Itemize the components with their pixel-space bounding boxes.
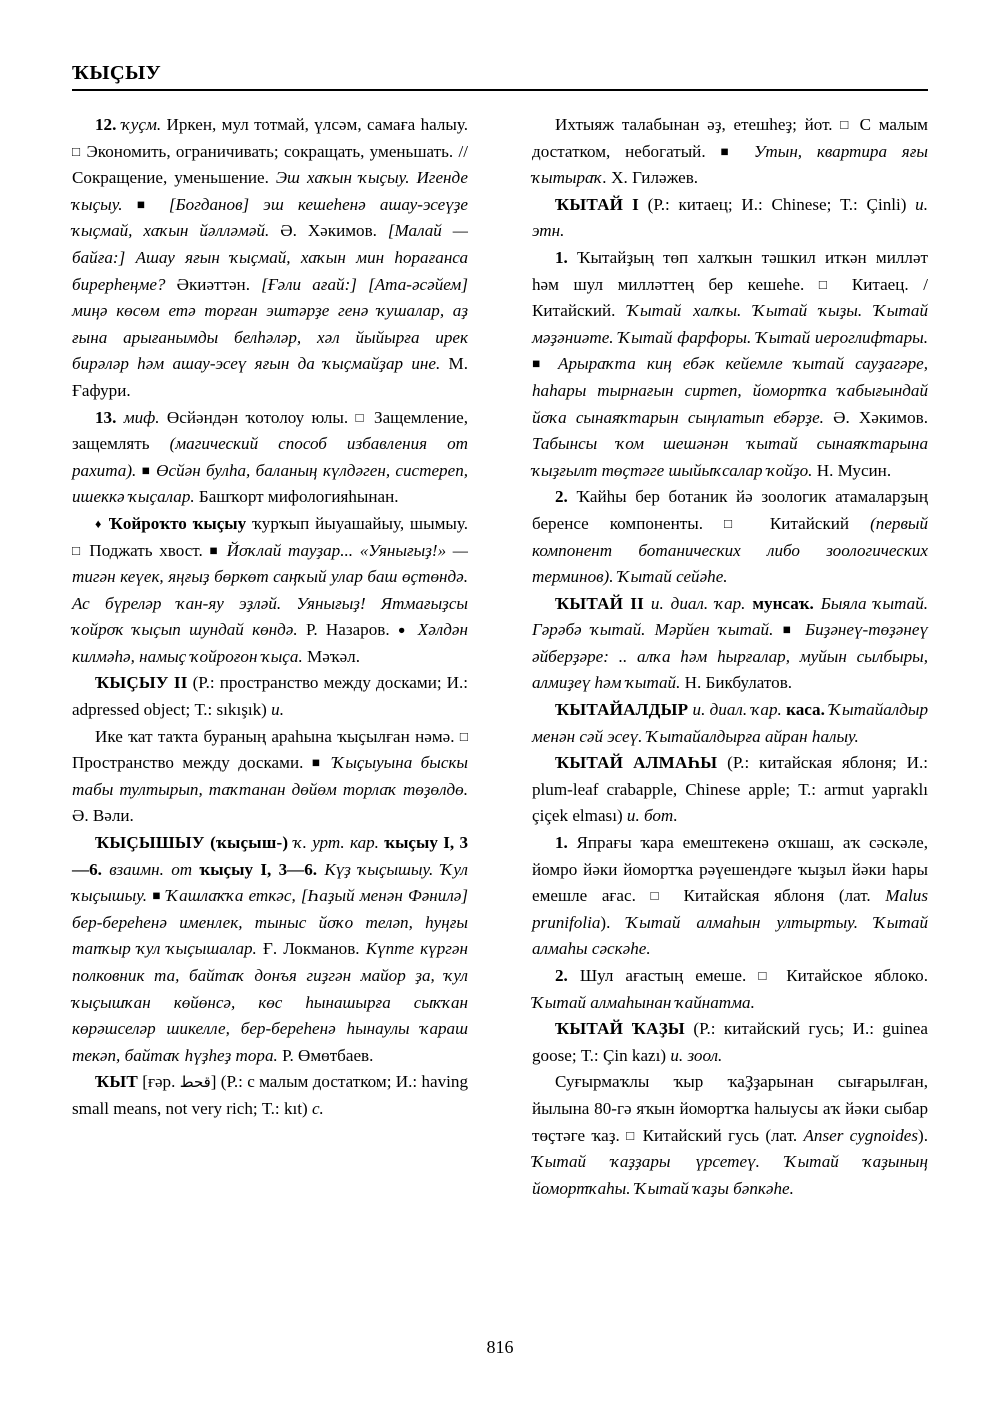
text-columns [72, 112, 928, 1302]
entry-kytayaldyr: ҠЫТАЙАЛДЫР и. диал. ҡар. каса. Ҡытайалдыр менән сәй эсеү. Ҡытайалдырға айран һалыу. [532, 700, 929, 746]
header-divider-rule [72, 89, 928, 91]
sense-block-12: 12. ҡуҫм. Иркен, мул тотмай, үлсәм, самаға һалыу. □ Экономить, ограничивать; сокращать, уменьшать. // Сокращение, уменьшение. Эш хаҡын ҡыҫыу. Игенде ҡыҫыу. ■ [Богданов] эш кешеһенә ашау-эсеүҙе ҡыҫмай, хаҡын йәлләмәй. Ә. Хәкимов. [Малай — байға:] Ашау яғын ҡыҫмай, хаҡын мин һорағанса бирерһеңме? Әкиәттән. [Ғәли ағай:] [Ата-әсәйем] миңә көсөм етә торған эштәрҙе генә ҡушалар, аҙ ғына арығанымды белһәләр, хәл йыйырға ирек бирәләр һәм ашау-эсеү яғын да ҡыҫмайҙар ине. М. Ғафури. [72, 115, 469, 400]
entry-kysyu-2-headline: ҠЫҪЫУ II (Р.: пространство между досками; И.: adpressed object; Т.: sıkışık) и. [72, 673, 468, 720]
entry-kytay-almahy-headline: ҠЫТАЙ АЛМАҺЫ (Р.: китайская яблоня; И.: plum-leaf crabapple, Chinese apple; Т.: armut yapraklı çiçek elması) и. бот. [532, 753, 929, 826]
running-head [72, 62, 928, 91]
idiom-block-koyrokto-kysyu: ♦ Ҡойроҡто ҡыҫыу ҡурҡып йыуашайыу, шымыу. □ Поджать хвост. ■ Йоҡлай тауҙар... «Уянығыҙ!» — тигән кеүек, яңғыҙ бөркөт саңҡый улар баш өҫтөндә. Ас бүреләр ҡан-яу эҙләй. Уянығыҙ! Ятмағыҙсы ҡойроҡ ҡыҫып шундай көндә. Р. Назаров. ● Хәлдән килмәһә, намыҫ ҡойроғон ҡыҫа. Мәҡәл. [72, 513, 469, 666]
kytay-almahy-sense-2: 2. Шул ағастың емеше. □ Китайское яблоко. Ҡытай алмаһынан ҡайнатма. [532, 966, 929, 1012]
entry-kytay-kazy-definition: Суғырмаҡлы ҡыр ҡаҘҙарынан сығарылған, йылына 80-гә яҡын йомортҡа һалыусы аҡ йәки сыбар төҫтәге ҡаҙ. □ Китайский гусь (лат. Anser cygnoides). Ҡытай ҡаҙҙары үрсетеү. Ҡытай ҡаҙының йомортҡаһы. Ҡытай ҡаҙы бәпкәһе. [532, 1072, 928, 1198]
entry-kyt-definition: Ихтыяж талабынан әҙ, етешһеҙ; йот. □ С малым достатком, небогатый. ■ Утын, квартира яғы ҡытыраҡ. Х. Гиләжев. [532, 115, 929, 188]
kytay-1-sense-1: 1. Ҡытайҙың төп халҡын тәшкил иткән милләт һәм шул милләттең бер кешеһе. □ Китаец. / Китайский. Ҡытай халҡы. Ҡытай ҡыҙы. Ҡытай мәҙәниәте. Ҡытай фарфоры. Ҡытай иероглифтары. ■ Арыраҡта киң ебәк кейемле ҡытай сауҙагәре, һаһары тырнағын сиртеп, йомортҡа ҡабығындай йоҡа сынаяҡтарын сыңлатып ебәрҙе. Ә. Хәкимов. Табынсы ҡом шешәнән ҡытай сынаяҡтарына ҡыҙғылт төҫтәге шыйыҡсалар ҡойҙо. Н. Мусин. [532, 247, 928, 480]
right-column [532, 112, 928, 1302]
sense-block-13: 13. миф. Өсйәндән ҡотолоу юлы. □ Защемление, защемлять (магический способ избавления от рахита). ■ Өсйән булһа, баланың күлдәген, систереп, ишеккә ҡыҫалар. Башҡорт мифологияһынан. [72, 407, 469, 507]
entry-kytay-2: ҠЫТАЙ II и. диал. ҡар. мунсаҡ. Быяла ҡытай. Гәрәбә ҡытай. Мәрйен ҡытай. ■ Биҙәнеү-төҙәнеү әйберҙәре: .. алҡа һәм һырғалар, муйын сылбыры, алмиҙеү һәм ҡытай. Н. Бикбулатов. [532, 593, 929, 693]
entry-kytay-1-headline: ҠЫТАЙ I (Р.: китаец; И.: Chinese; Т.: Çinli) и. этн. [532, 194, 928, 241]
entry-kysyu-2-definition: Ике ҡат таҡта бураның араһына ҡыҫылған нәмә. □ Пространство между досками. ■ Ҡыҫыуына быскы табы тултырып, таҡтанан дөйөм торлаҡ төҙөлдө. Ә. Вәли. [72, 726, 469, 826]
kytay-almahy-sense-1: 1. Япрағы ҡара емештекенә оҡшаш, аҡ сәскәле, йомро йәки йомортҡа рәүешендәге ҡыҙыл йәки һары емешле ағас. □ Китайская яблоня (лат. Malus prunifolia). Ҡытай алмаһын ултыртыу. Ҡытай алмаһы сәскәһе. [532, 833, 928, 959]
running-head-text: ҠЫҪЫУ [72, 62, 162, 84]
entry-kytay-kazy-headline: ҠЫТАЙ ҠАҘЫ (Р.: китайский гусь; И.: guinea goose; Т.: Çin kazı) и. зоол. [532, 1019, 928, 1065]
entry-kyt-headline: ҠЫТ [ғәр. قحط] (Р.: с малым достатком; И.: having small means, not very rich; Т.: kıt) с. [72, 1072, 468, 1118]
left-column [72, 112, 468, 1302]
kytay-1-sense-2: 2. Ҡайһы бер ботаник йә зоологик атамаларҙың беренсе компоненты. □ Китайский (первый компонент ботанических либо зоологических терминов). Ҡытай сейәһе. [532, 487, 928, 587]
arabic-etymology-script: قحط [179, 1073, 211, 1092]
page-number: 816 [486, 1337, 514, 1357]
entry-kysyshyu: ҠЫҪЫШЫУ (ҡыҫыш-) ҡ. урт. кар. ҡыҫыу I, 3—6. взаимн. от ҡыҫыу I, 3—6. Күҙ ҡыҫышыу. Ҡул ҡыҫышыу. ■ Ҡашлаҡҡа еткәс, [Һаҙый менән Фәнилә] бер-береһенә именлек, тыныс йоҡо теләп, һуңғы тапҡыр ҡул ҡыҫышалар. Ғ. Локманов. Күпте күргән полковник та, байтаҡ донъя гиҙгән майор ҙа, ҡул ҡыҫышҡан көйөнсә, көс һынашырға сыҡҡан көрәшселәр шикелле, бер-береһенә һынаулы ҡараш текәп, байтаҡ һүҙһеҙ тора. Р. Өмөтбаев. [72, 833, 469, 1065]
